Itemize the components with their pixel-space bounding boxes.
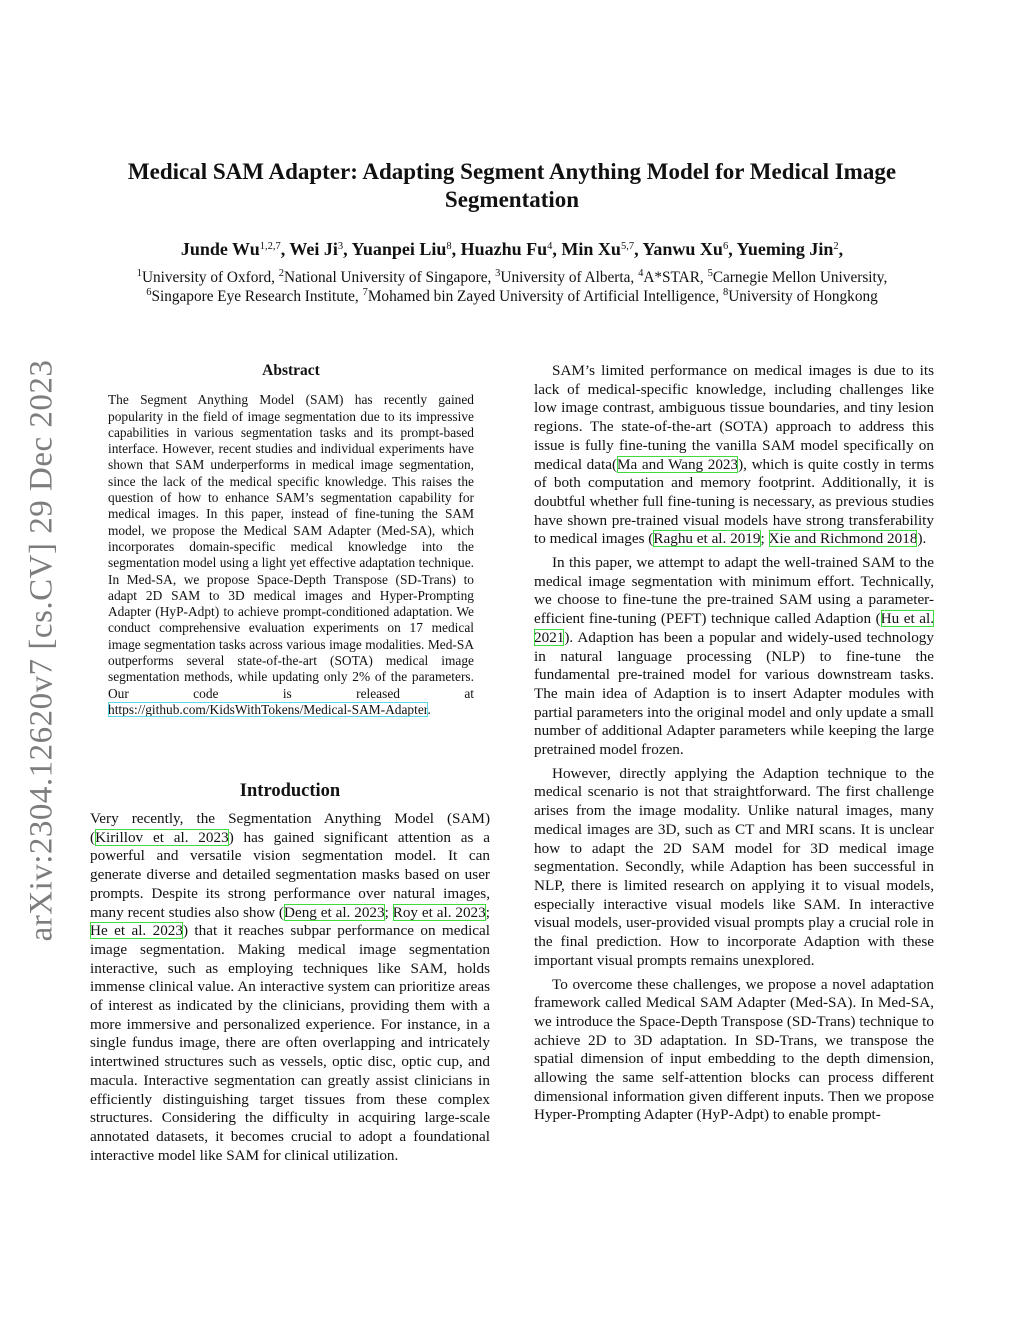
abstract-end: . [427, 701, 431, 717]
affiliation-name: A*STAR [643, 269, 700, 286]
intro-text: ) that it reaches subpar performance on medical image segmentation. Making medical image segmentation interactive, such as employing techniques like SAM, holds immense clinical value. An interactive system can prioritize areas of interest as indicated by the clinicians, providing them with a more immersive and personalized experience. For instance, in a single fundus image, there are often overlapping and intricately intertwined structures such as vessels, optic disc, optic cup, and macula. Interactive segmentation can greatly assist clinicians in efficiently distinguishing target tissues from these complex structures. Considering the difficulty in acquiring large-scale annotated datasets, it becomes crucial to adopt a foundational interactive model like SAM for clinical utilization. [90, 922, 490, 1164]
affiliation-mark: 1 [136, 268, 142, 279]
author-affiliation-marks: 3 [337, 241, 344, 252]
citation-link[interactable]: Kirillov et al. 2023 [95, 828, 229, 846]
intro-text: Very recently, the Segmentation Anything Model (SAM) ( [90, 810, 490, 846]
affiliation-mark: 3 [495, 268, 501, 279]
affiliation-name: University of Alberta [500, 269, 631, 286]
citation-link[interactable]: He et al. 2023 [90, 922, 183, 940]
intro-paragraph-1 [90, 810, 490, 1165]
author-name: Junde Wu [180, 239, 260, 259]
right-paragraph-4: To overcome these challenges, we propose a novel adaptation framework called Medical SAM Adapter (Med-SA). In Med-SA, we introduce the Space-Depth Transpose (SD-Trans) technique to achieve 2D to 3D adaptation. In SD-Trans, we transpose the spatial dimension of input embedding to the depth dimension, allowing the same self-attention blocks can process different dimensional information given different inputs. Then we propose Hyper-Prompting Adapter (HyP-Adpt) to enable prompt- [534, 975, 934, 1124]
arxiv-stamp [12, 350, 72, 950]
introduction-section [90, 780, 490, 1165]
right-paragraph-2 [534, 554, 934, 760]
author-name: Yueming Jin [736, 239, 834, 259]
body-text: SAM’s limited performance on medical images is due to its lack of medical-specific knowledge, including challenges like low image contrast, ambiguous tissue boundaries, and tiny lesion regions. The state-of-the-art (SOTA) approach to address this issue is fully fine-tuning the vanilla SAM model specifically on medical data( [534, 362, 934, 473]
author-name: Huazhu Fu [460, 239, 548, 259]
affiliation-list: $^1$University of Oxford, $^2$National University of Singapore, $^3$University of Alberta, $^4$A*STAR, $^5$Carnegie Mellon University, $^6$Singapore Eye Research Institute, $^7$Mohamed bin Zayed University of Artificial Intelligence, $^8$University of Hongkong [136, 268, 888, 305]
citation-separator: ; [760, 530, 769, 548]
intro-text: ) has gained significant attention as a powerful and versatile vision segmentation model. It can generate diverse and detailed segmentation masks based on user prompts. Despite its strong performance over natural images, many recent studies also show ( [90, 828, 490, 921]
citation-link[interactable]: Raghu et al. 2019 [653, 530, 761, 548]
author-affiliation-marks: 2 [833, 241, 839, 252]
author-affiliation-marks: 8 [446, 241, 452, 252]
right-paragraph-1 [534, 362, 934, 549]
citation-link[interactable]: Ma and Wang 2023 [617, 455, 739, 473]
author-name: Min Xu [561, 239, 621, 259]
affiliation-name: University of Hongkong [728, 288, 878, 305]
affiliation-mark: 5 [707, 268, 713, 279]
author-name: Yanwu Xu [642, 239, 723, 259]
introduction-heading: Introduction [239, 781, 341, 801]
abstract-paragraph [108, 392, 474, 718]
author-affiliation-marks: 4 [547, 241, 553, 252]
citation-link[interactable]: Xie and Richmond 2018 [768, 530, 918, 548]
body-text: ), which is quite costly in terms of both computation and memory footprint. Additionally, it is doubtful whether full fine-tuning is necessary, as previous studies have shown pre-trained visual models have strong transferability to medical images ( [534, 455, 934, 548]
affiliation-name: National University of Singapore [284, 269, 488, 286]
author-affiliation-marks: 6 [722, 241, 729, 252]
author-affiliation-marks: 1,2,7 [259, 241, 281, 252]
author-name: Yuanpei Liu [351, 239, 447, 259]
abstract-heading: Abstract [262, 362, 320, 379]
abstract-text: The Segment Anything Model (SAM) has recently gained popularity in the field of image segmentation due to its impressive capabilities in various segmentation tasks and its prompt-based interface. However, recent studies and individual experiments have shown that SAM underperforms in medical image segmentation, since the lack of the medical specific knowledge. This raises the question of how to enhance SAM’s segmentation capability for medical images. In this paper, instead of fine-tuning the SAM model, we propose the Medical SAM Adapter (Med-SA), which incorporates domain-specific medical knowledge into the segmentation model using a light yet effective adaptation technique. In Med-SA, we propose Space-Depth Transpose (SD-Trans) to adapt 2D SAM to 3D medical images and Hyper-Prompting Adapter (HyP-Adpt) to achieve prompt-conditioned adaptation. We conduct comprehensive evaluation experiments on 17 medical image segmentation tasks across various image modalities. Med-SA outperforms several state-of-the-art (SOTA) medical image segmentation methods, while updating only 2% of the parameters. Our code is released at [108, 392, 474, 701]
paper-title: Medical SAM Adapter: Adapting Segment Anything Model for Medical Image Segmentation [127, 159, 897, 212]
author-list: Junde Wu$^{1,2,7}$, Wei Ji$^3$, Yuanpei Liu$^8$, Huazhu Fu$^4$, Min Xu$^{5,7}$, Yanwu Xu$^6$, Yueming Jin$^2$, [180, 239, 844, 259]
code-repository-link[interactable]: https://github.com/KidsWithTokens/Medical-SAM-Adapter [108, 701, 428, 717]
affiliation-name: Mohamed bin Zayed University of Artificial Intelligence [367, 288, 716, 305]
citation-separator: ; [384, 903, 393, 921]
affiliation-mark: 4 [638, 268, 644, 279]
abstract-section [108, 363, 474, 718]
affiliation-name: Carnegie Mellon University [712, 269, 884, 286]
citation-link[interactable]: Hu et al. 2021 [534, 610, 934, 646]
citation-link[interactable]: Deng et al. 2023 [283, 903, 385, 921]
right-paragraph-3: However, directly applying the Adaption technique to the medical scenario is not that straightforward. The first challenge arises from the image modality. Unlike natural images, many medical images are 3D, such as CT and MRI scans. It is unclear how to adapt the 2D SAM model for 3D medical image segmentation. Secondly, while Adaption has been successful in NLP, there is limited research on applying it to visual models, especially interactive visual models like SAM. In interactive visual models, user-provided visual prompts play a crucial role in the final prediction. How to incorporate Adaption with these important visual prompts remains unexplored. [534, 764, 934, 969]
right-column [534, 362, 934, 1125]
body-text: In this paper, we attempt to adapt the well-trained SAM to the medical image segmentation with minimum effort. Technically, we choose to fine-tune the pre-trained SAM using a parameter-efficient fine-tuning (PEFT) technique called Adaption ( [534, 554, 934, 628]
author-name: Wei Ji [289, 239, 338, 259]
affiliation-name: University of Oxford [141, 269, 272, 286]
body-text: ). [917, 530, 927, 548]
affiliation-name: Singapore Eye Research Institute [151, 288, 355, 305]
citation-link[interactable]: Roy et al. 2023 [392, 903, 486, 921]
affiliation-mark: 8 [722, 287, 729, 298]
arxiv-identifier: arXiv:2304.12620v7 [cs.CV] 29 Dec 2023 [23, 359, 60, 941]
author-affiliation-marks: 5,7 [620, 241, 635, 252]
citation-separator: ; [485, 903, 490, 921]
body-text: ). Adaption has been a popular and widely-used technology in natural language processing (NLP) to fine-tune the fundamental pre-trained model for various downstream tasks. The main idea of Adaption is to insert Adapter modules with partial parameters into the original model and only update a small number of additional Adapter parameters while keeping the large pretrained model frozen. [534, 628, 934, 759]
affiliation-mark: 2 [278, 268, 285, 279]
affiliation-mark: 7 [362, 287, 368, 298]
affiliation-mark: 6 [146, 287, 152, 298]
